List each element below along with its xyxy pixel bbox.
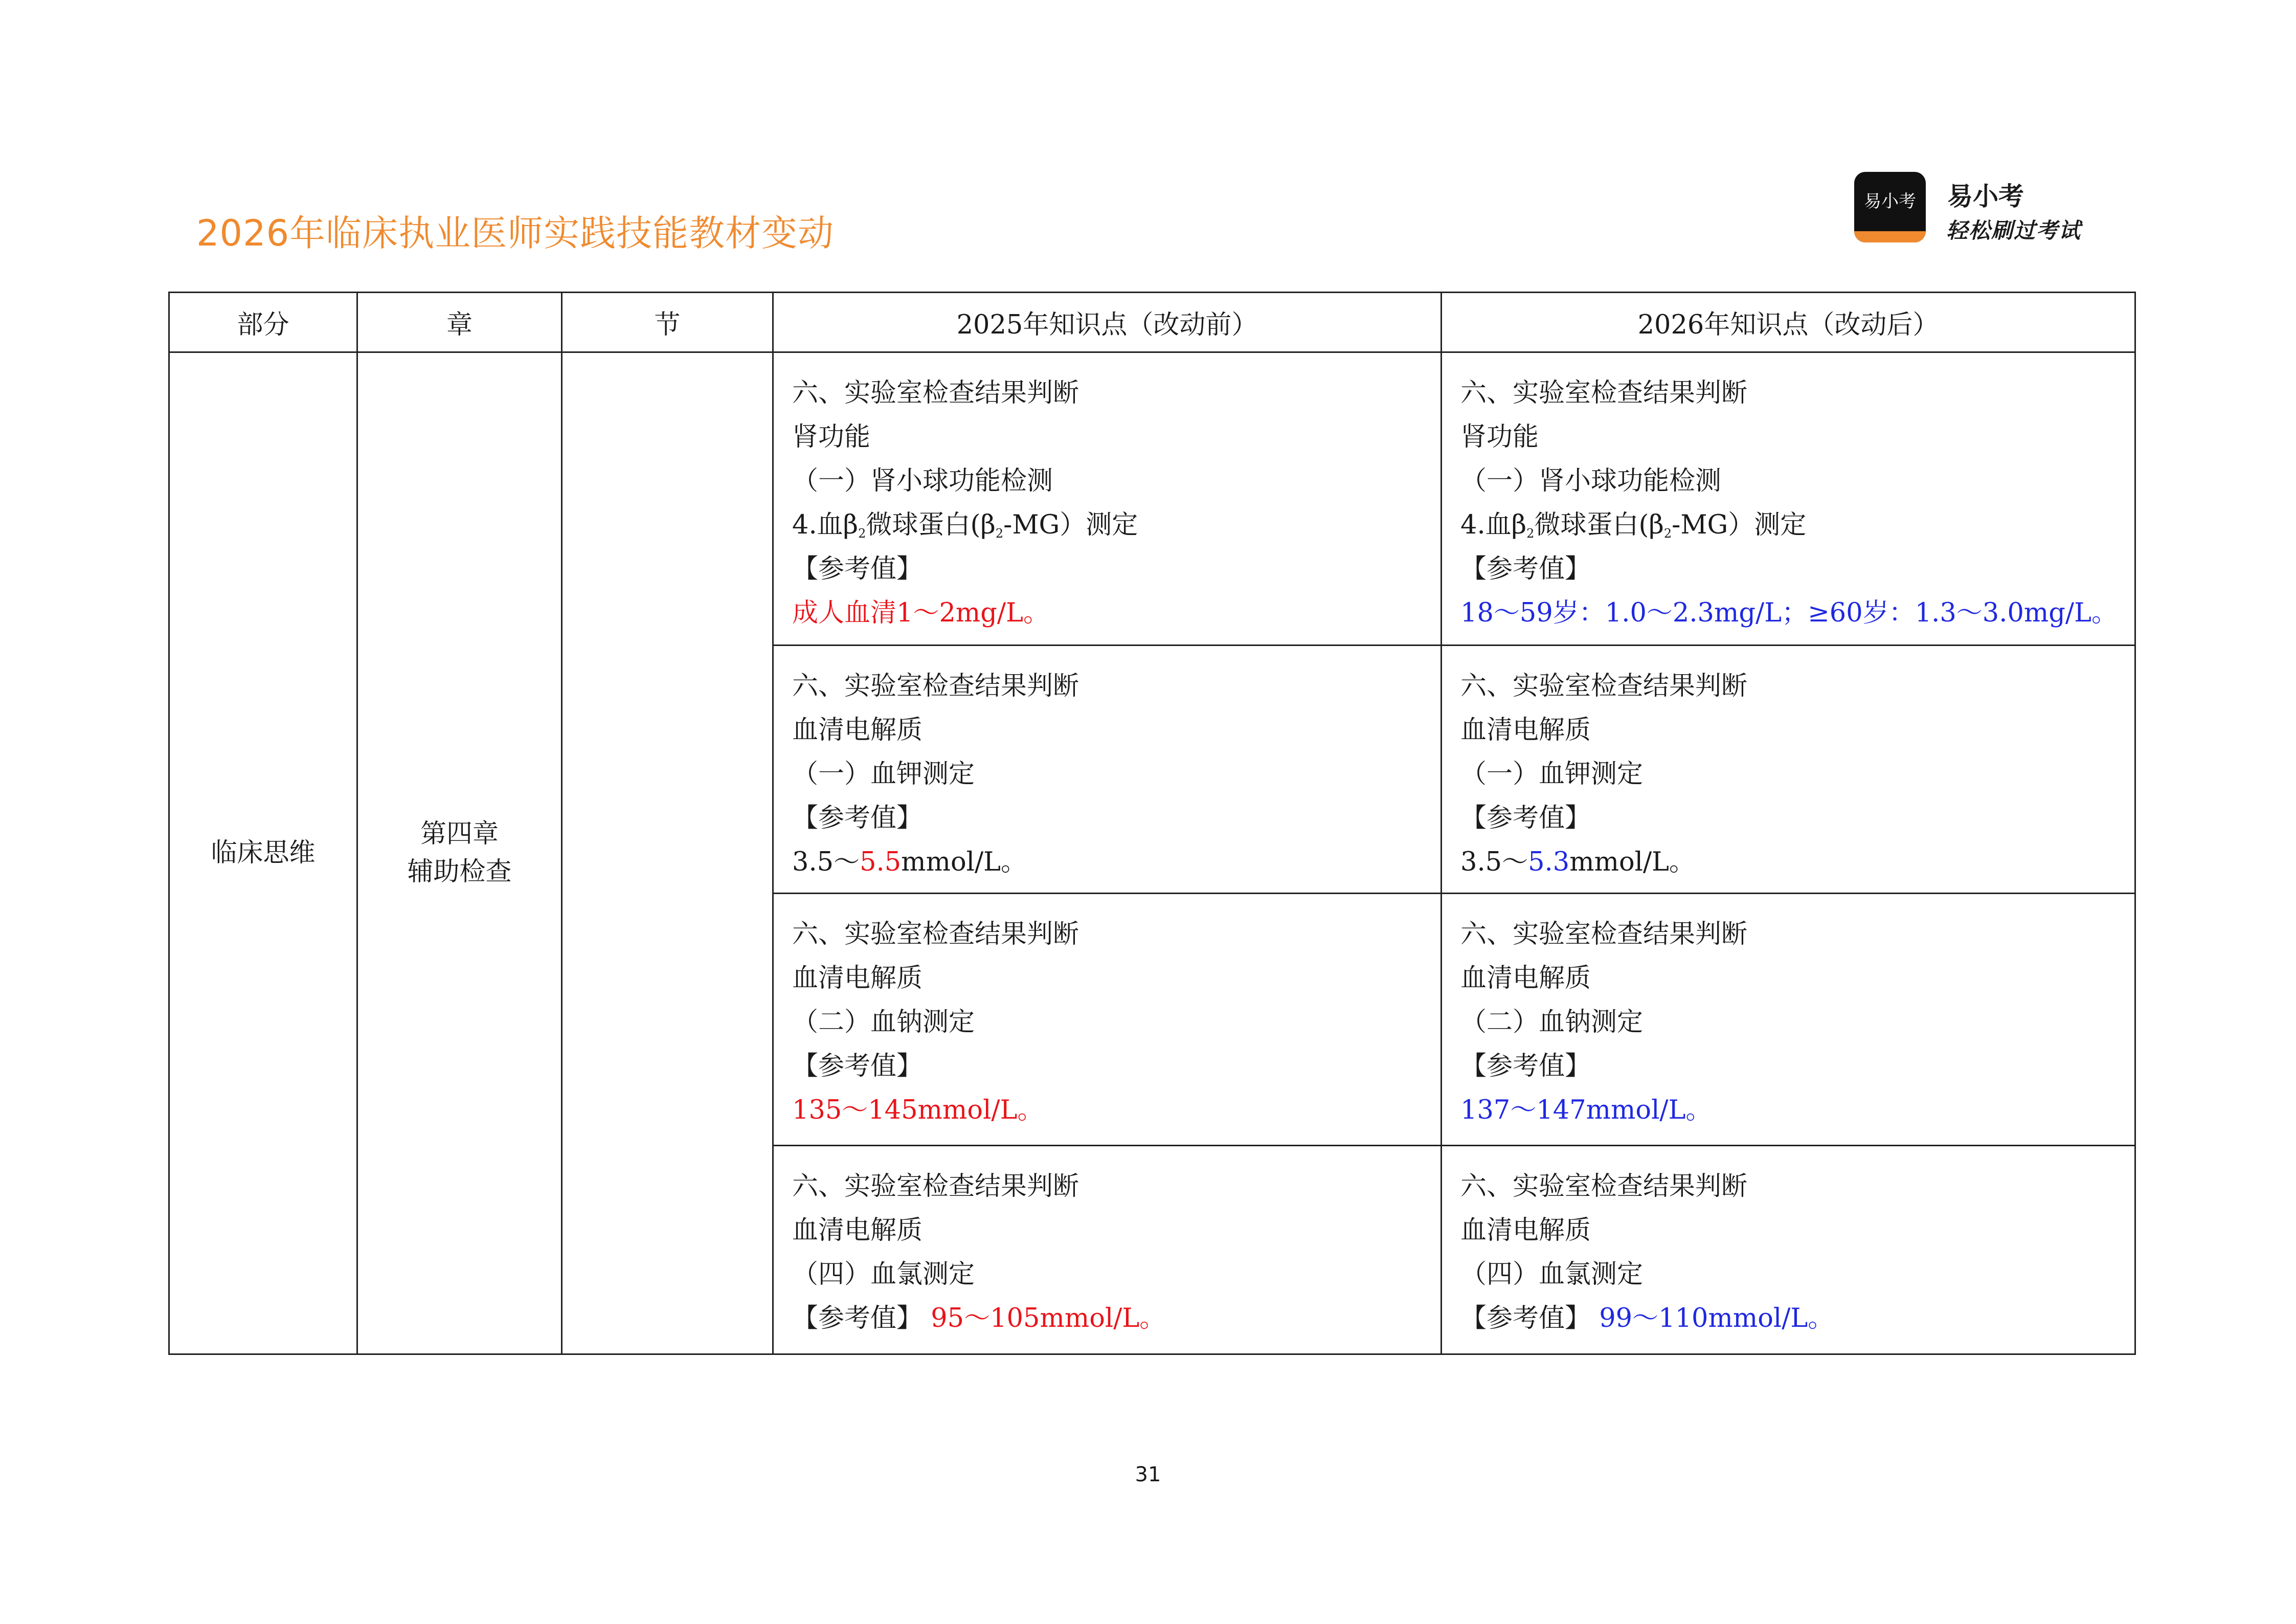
section-heading: 六、实验室检查结果判断	[1460, 378, 1748, 408]
category-label: 血清电解质	[792, 1215, 923, 1245]
category-label: 肾功能	[1460, 422, 1539, 452]
before-cell	[773, 1146, 1442, 1354]
header-chapter: 章	[357, 293, 562, 352]
reference-value-old: 135～145mmol/L。	[792, 1095, 1044, 1125]
reference-label: 【参考值】	[792, 1051, 923, 1081]
before-cell	[773, 894, 1442, 1146]
test-item: （一）血钾测定	[1460, 759, 1644, 789]
section-heading: 六、实验室检查结果判断	[792, 671, 1079, 701]
reference-label: 【参考值】	[1460, 554, 1591, 584]
header-section: 节	[562, 293, 773, 352]
reference-value-old: 成人血清1～2mg/L。	[792, 598, 1049, 628]
category-label: 血清电解质	[792, 963, 923, 993]
category-label: 血清电解质	[792, 715, 923, 745]
header-after: 2026年知识点（改动后）	[1442, 293, 2135, 352]
reference-value-new: 18～59岁：1.0～2.3mg/L；≥60岁：1.3～3.0mg/L。	[1460, 598, 2118, 628]
test-item: （一）肾小球功能检测	[1460, 466, 1722, 496]
reference-label: 【参考值】	[792, 803, 923, 833]
reference-label: 【参考值】	[1460, 1303, 1591, 1333]
changes-table	[168, 292, 2136, 1355]
reference-line	[1460, 1297, 2134, 1341]
brand-slogan: 轻松刷过考试	[1946, 218, 2082, 243]
test-item: （四）血氯测定	[792, 1259, 975, 1289]
table-header-row	[169, 293, 2135, 352]
category-label: 血清电解质	[1460, 715, 1591, 745]
brand-name: 易小考	[1947, 182, 2024, 211]
category-label: 血清电解质	[1460, 1215, 1591, 1245]
test-item: （四）血氯测定	[1460, 1259, 1644, 1289]
after-cell	[1442, 1146, 2135, 1354]
section-heading: 六、实验室检查结果判断	[1460, 919, 1748, 949]
table-row	[169, 352, 2135, 646]
before-cell	[773, 646, 1442, 894]
reference-label: 【参考值】	[792, 1303, 923, 1333]
section-heading: 六、实验室检查结果判断	[1460, 1171, 1748, 1202]
test-item: （一）血钾测定	[792, 759, 975, 789]
reference-label: 【参考值】	[1460, 803, 1591, 833]
section-heading: 六、实验室检查结果判断	[792, 1171, 1079, 1202]
section-heading: 六、实验室检查结果判断	[792, 378, 1079, 408]
reference-value-old: 3.5～5.5mmol/L。	[792, 847, 1027, 877]
section-heading: 六、实验室检查结果判断	[792, 919, 1079, 949]
reference-value-new: 3.5～5.3mmol/L。	[1460, 847, 1696, 877]
reference-value-new: 99～110mmol/L。	[1599, 1303, 1834, 1333]
chapter-number: 第四章	[420, 819, 499, 849]
chapter-name: 辅助检查	[407, 857, 512, 887]
section-cell	[562, 352, 773, 1354]
section-heading: 六、实验室检查结果判断	[1460, 671, 1748, 701]
test-item: （二）血钠测定	[1460, 1007, 1644, 1037]
after-cell	[1442, 894, 2135, 1146]
category-label: 血清电解质	[1460, 963, 1591, 993]
after-cell	[1442, 646, 2135, 894]
header-before: 2025年知识点（改动前）	[773, 293, 1442, 352]
reference-line	[792, 1297, 1440, 1341]
header-part: 部分	[169, 293, 357, 352]
category-label: 肾功能	[792, 422, 871, 452]
part-cell	[169, 352, 357, 1354]
reference-label: 【参考值】	[792, 554, 923, 584]
test-item: （二）血钠测定	[792, 1007, 975, 1037]
reference-value-old: 95～105mmol/L。	[931, 1303, 1166, 1333]
before-cell	[773, 352, 1442, 646]
page-title: 2026年临床执业医师实践技能教材变动	[196, 212, 835, 254]
page-number: 31	[1135, 1463, 1161, 1486]
reference-label: 【参考值】	[1460, 1051, 1591, 1081]
app-logo	[1854, 172, 1926, 242]
reference-value-new: 137～147mmol/L。	[1460, 1095, 1712, 1125]
logo-text: 易小考	[1864, 191, 1916, 212]
test-name: 4.血$\beta_2$微球蛋白$(\beta_2-MG)$测定	[1460, 510, 1807, 541]
after-cell	[1442, 352, 2135, 646]
test-name: 4.血$\beta_2$微球蛋白$(\beta_2-MG)$测定	[792, 510, 1138, 541]
chapter-cell	[357, 352, 562, 1354]
part-label: 临床思维	[211, 838, 316, 868]
logo-accent-bar	[1854, 231, 1926, 242]
test-item: （一）肾小球功能检测	[792, 466, 1053, 496]
